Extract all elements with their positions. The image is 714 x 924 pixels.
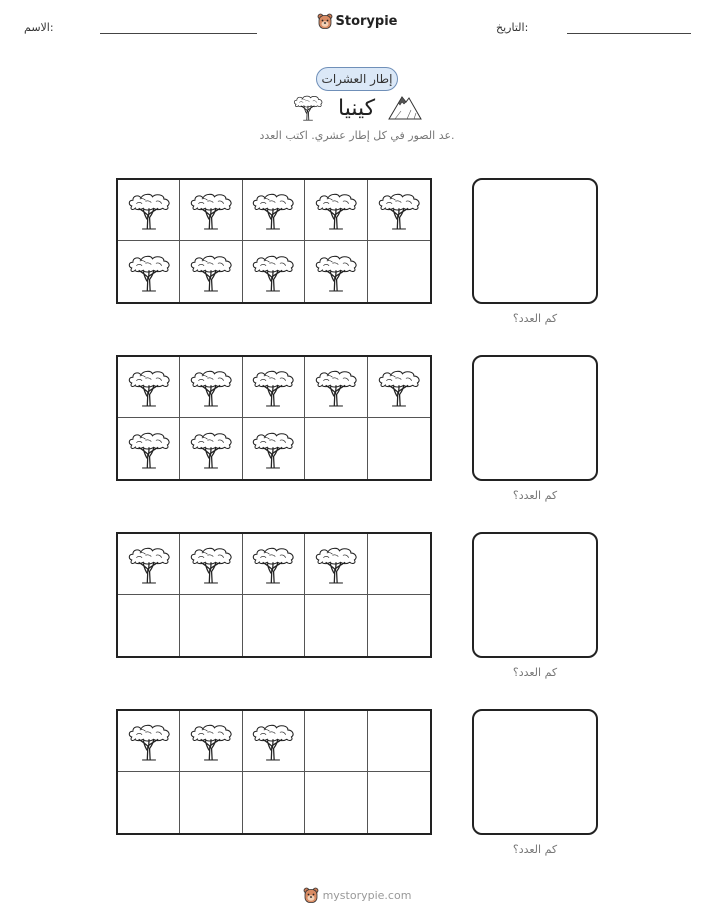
- ten-frame-cell: [180, 357, 242, 418]
- ten-frame-cell: [368, 772, 430, 833]
- ten-frame-cell: [243, 357, 305, 418]
- ten-frame-cell: [368, 241, 430, 302]
- ten-frame-cell: [305, 534, 367, 595]
- ten-frame-cell: [180, 241, 242, 302]
- acacia-tree-icon: [313, 251, 359, 293]
- ten-frame-cell: [180, 772, 242, 833]
- acacia-tree-icon: [188, 720, 234, 762]
- ten-frame-cell: [180, 595, 242, 656]
- ten-frame-cell: [243, 241, 305, 302]
- ten-frame-cell: [118, 418, 180, 479]
- ten-frame-cell: [118, 241, 180, 302]
- acacia-tree-icon: [376, 366, 422, 408]
- acacia-tree-icon: [126, 366, 172, 408]
- acacia-tree-icon: [376, 189, 422, 231]
- acacia-tree-icon: [250, 189, 296, 231]
- ten-frame-cell: [118, 772, 180, 833]
- footer-url[interactable]: mystorypie.com: [322, 889, 412, 902]
- ten-frame-cell: [368, 357, 430, 418]
- ten-frame-cell: [118, 711, 180, 772]
- date-label: التاريخ:: [496, 21, 529, 34]
- ten-frame-cell: [305, 418, 367, 479]
- answer-prompt: كم العدد؟: [512, 666, 558, 679]
- ten-frame-cell: [180, 534, 242, 595]
- acacia-tree-icon: [313, 543, 359, 585]
- ten-frame: [116, 178, 432, 304]
- footer: [0, 887, 714, 904]
- brand-name: Storypie: [335, 14, 398, 29]
- ten-frame-cell: [305, 772, 367, 833]
- ten-frame-cell: [118, 180, 180, 241]
- answer-box[interactable]: [472, 709, 598, 835]
- ten-frame-cell: [305, 711, 367, 772]
- instructions: عد الصور في كل إطار عشري. اكتب العدد.: [259, 129, 455, 142]
- acacia-tree-icon: [250, 720, 296, 762]
- acacia-tree-icon: [250, 428, 296, 470]
- worksheet-badge: إطار العشرات: [316, 67, 398, 91]
- bear-logo-icon: [317, 13, 333, 30]
- acacia-tree-icon: [250, 543, 296, 585]
- acacia-tree-icon: [188, 251, 234, 293]
- ten-frame-cell: [180, 711, 242, 772]
- bear-logo-icon: [303, 887, 319, 904]
- date-line[interactable]: [567, 33, 691, 34]
- ten-frame-cell: [368, 180, 430, 241]
- ten-frame-cell: [180, 418, 242, 479]
- ten-frame-cell: [118, 595, 180, 656]
- acacia-tree-icon: [188, 366, 234, 408]
- ten-frame-cell: [243, 180, 305, 241]
- ten-frame-cell: [243, 595, 305, 656]
- answer-prompt: كم العدد؟: [512, 843, 558, 856]
- ten-frame: [116, 532, 432, 658]
- name-label: الاسم:: [24, 21, 54, 34]
- acacia-tree-icon: [126, 543, 172, 585]
- ten-frame-cell: [305, 595, 367, 656]
- ten-frame-cell: [368, 534, 430, 595]
- acacia-tree-icon: [313, 189, 359, 231]
- acacia-tree-icon: [126, 189, 172, 231]
- acacia-tree-icon: [313, 366, 359, 408]
- ten-frame-cell: [368, 418, 430, 479]
- ten-frame-cell: [243, 772, 305, 833]
- answer-box[interactable]: [472, 178, 598, 304]
- acacia-tree-icon: [126, 720, 172, 762]
- ten-frame-cell: [243, 711, 305, 772]
- ten-frame-cell: [243, 418, 305, 479]
- acacia-tree-icon: [250, 366, 296, 408]
- acacia-tree-icon: [126, 428, 172, 470]
- ten-frame: [116, 355, 432, 481]
- ten-frame-cell: [305, 357, 367, 418]
- ten-frame: [116, 709, 432, 835]
- acacia-tree-icon: [126, 251, 172, 293]
- acacia-tree-icon: [250, 251, 296, 293]
- name-line[interactable]: [100, 33, 257, 34]
- answer-box[interactable]: [472, 355, 598, 481]
- brand: [0, 13, 714, 30]
- mountain-icon: [387, 91, 423, 121]
- ten-frame-cell: [180, 180, 242, 241]
- answer-box[interactable]: [472, 532, 598, 658]
- acacia-tree-icon: [188, 428, 234, 470]
- acacia-tree-icon: [188, 543, 234, 585]
- ten-frame-cell: [305, 180, 367, 241]
- answer-prompt: كم العدد؟: [512, 312, 558, 325]
- ten-frame-cell: [368, 711, 430, 772]
- acacia-tree-icon: [188, 189, 234, 231]
- page-title: كينيا: [338, 96, 376, 121]
- acacia-tree-icon: [292, 93, 324, 121]
- ten-frame-cell: [243, 534, 305, 595]
- ten-frame-cell: [118, 534, 180, 595]
- ten-frame-cell: [305, 241, 367, 302]
- ten-frame-cell: [368, 595, 430, 656]
- ten-frame-cell: [118, 357, 180, 418]
- answer-prompt: كم العدد؟: [512, 489, 558, 502]
